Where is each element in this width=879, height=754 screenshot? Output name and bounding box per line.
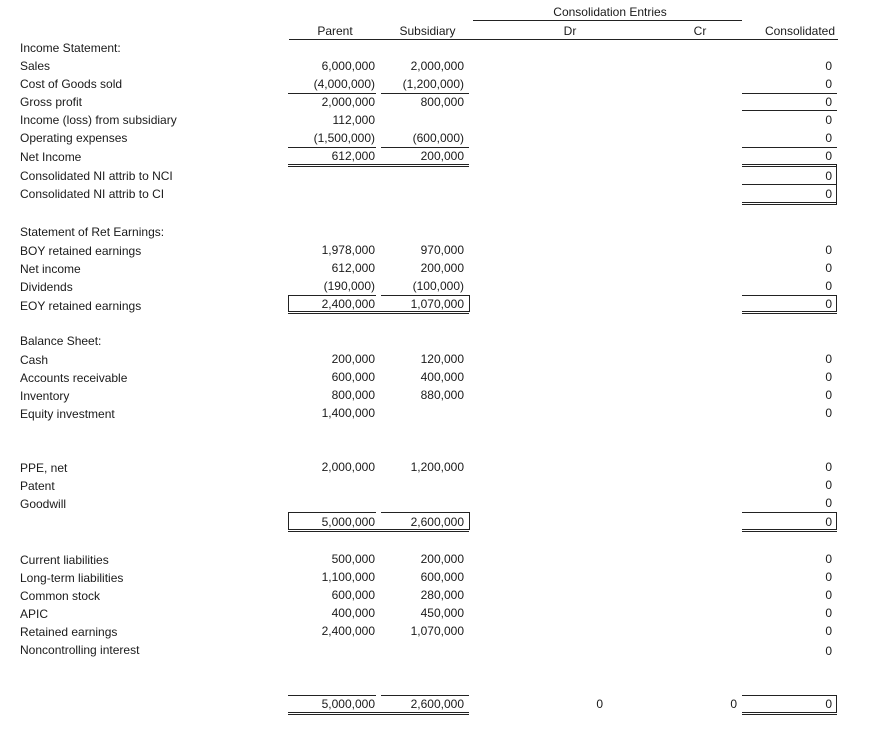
- subsidiary-cell: 2,000,000: [410, 59, 464, 73]
- consolidated-header: Consolidated: [764, 24, 836, 38]
- consolidated-cell: 0: [825, 113, 832, 127]
- cell-border: [836, 295, 837, 312]
- row-label: Cost of Goods sold: [20, 77, 123, 91]
- row-label: Common stock: [20, 589, 101, 603]
- row-label: Noncontrolling interest: [20, 643, 140, 657]
- subsidiary-cell: 200,000: [420, 149, 464, 163]
- consolidated-cell: 0: [825, 644, 832, 658]
- row-label: Net Income: [20, 150, 82, 164]
- parent-cell: 2,000,000: [321, 460, 375, 474]
- cell-border: [469, 295, 470, 312]
- total-double-rule: [288, 311, 469, 314]
- consolidated-cell: 0: [825, 131, 832, 145]
- income-statement-title: Income Statement:: [20, 41, 121, 55]
- header-rule: [473, 20, 742, 21]
- subsidiary-cell: 800,000: [420, 95, 464, 109]
- subtotal-rule: [742, 512, 837, 513]
- row-label: PPE, net: [20, 461, 68, 475]
- row-label: Long-term liabilities: [20, 571, 124, 585]
- row-label: BOY retained earnings: [20, 244, 142, 258]
- cell-border: [469, 512, 470, 530]
- consolidated-cell: 0: [825, 352, 832, 366]
- total-double-rule: [742, 311, 837, 314]
- row-label: Operating expenses: [20, 131, 128, 145]
- parent-cell: 600,000: [331, 588, 375, 602]
- parent-header: Parent: [317, 24, 353, 38]
- row-label: Sales: [20, 59, 51, 73]
- subtotal-rule: [288, 695, 376, 696]
- parent-cell: 612,000: [331, 149, 375, 163]
- total-double-rule: [288, 712, 469, 715]
- subsidiary-cell: 600,000: [420, 570, 464, 584]
- row-label: Goodwill: [20, 497, 67, 511]
- row-label: Accounts receivable: [20, 371, 128, 385]
- consolidated-cell: 0: [825, 496, 832, 510]
- subsidiary-cell: 200,000: [420, 552, 464, 566]
- parent-cell: 1,100,000: [321, 570, 375, 584]
- consolidated-cell: 0: [825, 297, 832, 311]
- subsidiary-cell: (100,000): [412, 279, 464, 293]
- row-label: Consolidated NI attrib to CI: [20, 187, 165, 201]
- consolidated-cell: 0: [825, 243, 832, 257]
- row-label: Current liabilities: [20, 553, 109, 567]
- consolidated-cell: 0: [825, 478, 832, 492]
- parent-cell: 6,000,000: [321, 59, 375, 73]
- parent-cell: 612,000: [331, 261, 375, 275]
- subsidiary-cell: 1,070,000: [410, 624, 464, 638]
- subtotal-rule: [742, 93, 837, 94]
- le-total-dr: 0: [596, 697, 603, 711]
- parent-cell: 112,000: [332, 113, 375, 127]
- subtotal-rule: [381, 93, 469, 94]
- le-total-subsidiary: 2,600,000: [410, 697, 464, 711]
- le-total-consolidated: 0: [825, 697, 832, 711]
- cell-border: [836, 695, 837, 713]
- parent-cell: (190,000): [323, 279, 375, 293]
- dr-header: Dr: [563, 24, 577, 38]
- subsidiary-header: Subsidiary: [399, 24, 456, 38]
- subtotal-rule: [288, 512, 376, 513]
- subsidiary-cell: 200,000: [420, 261, 464, 275]
- subsidiary-cell: 400,000: [420, 370, 464, 384]
- row-label: APIC: [20, 607, 49, 621]
- consolidated-cell: 0: [825, 624, 832, 638]
- parent-cell: 200,000: [331, 352, 375, 366]
- parent-cell: 2,400,000: [321, 297, 375, 311]
- consolidated-cell: 0: [825, 552, 832, 566]
- row-label: EOY retained earnings: [20, 299, 142, 313]
- subtotal-rule: [742, 147, 837, 148]
- consolidated-cell: 0: [825, 606, 832, 620]
- consolidated-cell: 0: [825, 149, 832, 163]
- row-label: Net income: [20, 262, 81, 276]
- row-label: Gross profit: [20, 95, 83, 109]
- subtotal-rule: [381, 147, 469, 148]
- subtotal-rule: [381, 695, 469, 696]
- subtotal-rule: [742, 295, 837, 296]
- assets-total-consolidated: 0: [825, 515, 832, 529]
- parent-cell: 400,000: [331, 606, 375, 620]
- subtotal-rule: [381, 512, 469, 513]
- consolidated-cell: 0: [825, 370, 832, 384]
- consolidated-cell: 0: [825, 95, 832, 109]
- subsidiary-cell: 120,000: [420, 352, 464, 366]
- total-double-rule: [288, 529, 469, 532]
- total-double-rule: [742, 202, 837, 205]
- row-label: Patent: [20, 479, 55, 493]
- consolidated-cell: 0: [825, 279, 832, 293]
- subsidiary-cell: 450,000: [420, 606, 464, 620]
- consolidated-cell: 0: [825, 460, 832, 474]
- consolidated-cell: 0: [825, 588, 832, 602]
- consolidation-entries-header: Consolidation Entries: [553, 5, 667, 19]
- subsidiary-cell: 970,000: [420, 243, 464, 257]
- subsidiary-cell: 1,070,000: [410, 297, 464, 311]
- total-double-rule: [742, 529, 837, 532]
- parent-cell: 2,000,000: [321, 95, 375, 109]
- subsidiary-cell: 1,200,000: [410, 460, 464, 474]
- balance-sheet-title: Balance Sheet:: [20, 334, 102, 348]
- assets-total-subsidiary: 2,600,000: [410, 515, 464, 529]
- row-label: Cash: [20, 353, 49, 367]
- parent-cell: 600,000: [331, 370, 375, 384]
- consolidated-cell: 0: [825, 388, 832, 402]
- parent-cell: (1,500,000): [313, 131, 375, 145]
- row-label: Retained earnings: [20, 625, 118, 639]
- subtotal-rule: [288, 295, 376, 296]
- row-label: Dividends: [20, 280, 73, 294]
- parent-cell: (4,000,000): [313, 77, 375, 91]
- le-total-cr: 0: [730, 697, 737, 711]
- parent-cell: 1,400,000: [321, 406, 375, 420]
- assets-total-parent: 5,000,000: [321, 515, 375, 529]
- le-total-parent: 5,000,000: [321, 697, 375, 711]
- subtotal-rule: [742, 110, 837, 111]
- subsidiary-cell: 880,000: [420, 388, 464, 402]
- cell-border: [836, 512, 837, 530]
- row-label: Equity investment: [20, 407, 115, 421]
- cell-border: [836, 165, 837, 205]
- cell-border: [288, 512, 289, 530]
- subtotal-rule: [742, 695, 837, 696]
- consolidated-cell: 0: [825, 406, 832, 420]
- parent-cell: 2,400,000: [321, 624, 375, 638]
- row-label: Inventory: [20, 389, 70, 403]
- subtotal-rule: [742, 184, 837, 185]
- total-double-rule: [742, 164, 837, 167]
- subtotal-rule: [288, 147, 376, 148]
- subtotal-rule: [381, 295, 469, 296]
- consolidated-cell: 0: [825, 59, 832, 73]
- subsidiary-cell: 280,000: [420, 588, 464, 602]
- row-label: Consolidated NI attrib to NCI: [20, 169, 173, 183]
- parent-cell: 500,000: [331, 552, 375, 566]
- row-label: Income (loss) from subsidiary: [20, 113, 177, 127]
- retained-earnings-title: Statement of Ret Earnings:: [20, 225, 165, 239]
- parent-cell: 800,000: [331, 388, 375, 402]
- header-underline: [289, 39, 838, 40]
- cell-border: [288, 295, 289, 312]
- consolidated-cell: 0: [825, 261, 832, 275]
- cr-header: Cr: [693, 24, 707, 38]
- subtotal-rule: [288, 93, 376, 94]
- consolidated-cell: 0: [825, 570, 832, 584]
- subsidiary-cell: (1,200,000): [402, 77, 464, 91]
- total-double-rule: [742, 712, 837, 715]
- consolidated-cell: 0: [825, 77, 832, 91]
- parent-cell: 1,978,000: [321, 243, 375, 257]
- consolidated-cell: 0: [825, 169, 832, 183]
- consolidated-cell: 0: [825, 187, 832, 201]
- total-double-rule: [288, 164, 469, 167]
- subsidiary-cell: (600,000): [412, 131, 464, 145]
